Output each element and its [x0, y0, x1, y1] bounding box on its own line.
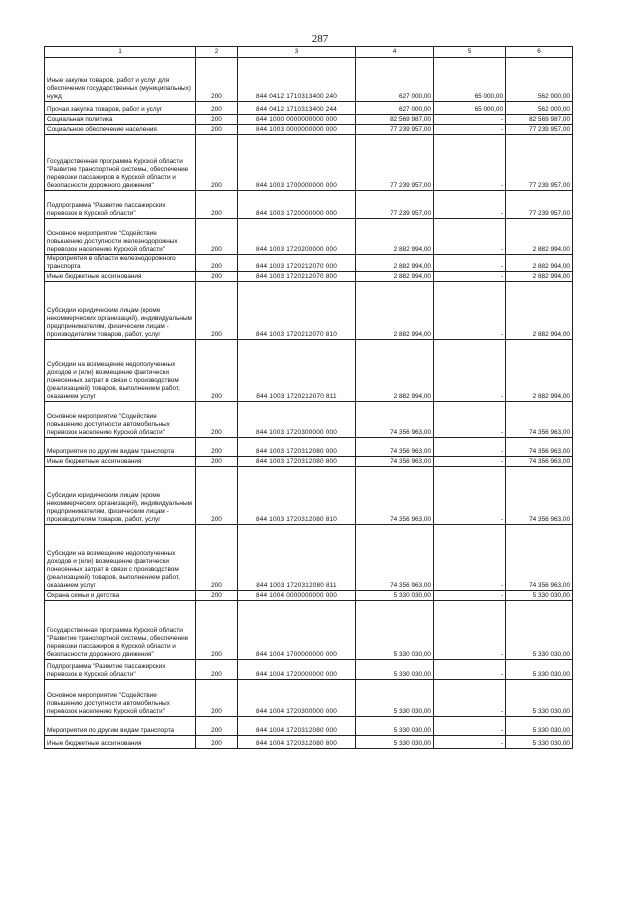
- row-code: 844 1003 1700000000 000: [238, 135, 356, 191]
- row-code: 844 1004 1720300000 000: [238, 680, 356, 717]
- row-name: Мероприятия в области железнодорожного транспорта: [45, 255, 196, 272]
- row-col2: 200: [196, 660, 238, 680]
- row-code: 844 0412 1710313400 244: [238, 102, 356, 115]
- row-col5: -: [434, 591, 506, 601]
- row-col6: 77 239 957,00: [506, 125, 573, 135]
- row-col2: 200: [196, 282, 238, 340]
- row-col2: 200: [196, 467, 238, 525]
- row-code: 844 1003 1720212070 810: [238, 282, 356, 340]
- row-col5: 65 000,00: [434, 102, 506, 115]
- row-col2: 200: [196, 591, 238, 601]
- row-col6: 5 330 030,00: [506, 660, 573, 680]
- table-row: [45, 125, 573, 135]
- row-col6: 74 356 963,00: [506, 525, 573, 591]
- row-col6: 5 330 030,00: [506, 601, 573, 660]
- row-col4: 5 330 030,00: [356, 660, 434, 680]
- table-row: [45, 438, 573, 457]
- table-row: [45, 402, 573, 438]
- row-col2: 200: [196, 457, 238, 467]
- table-row: [45, 219, 573, 255]
- row-col4: 74 356 963,00: [356, 402, 434, 438]
- row-col6: 2 882 994,00: [506, 272, 573, 282]
- table-row: [45, 717, 573, 736]
- row-col5: -: [434, 402, 506, 438]
- row-col2: 200: [196, 717, 238, 736]
- row-col5: -: [434, 467, 506, 525]
- row-name: Охрана семьи и детства: [45, 591, 196, 601]
- row-col5: -: [434, 457, 506, 467]
- row-code: 844 1003 1720300000 000: [238, 402, 356, 438]
- row-col5: -: [434, 736, 506, 749]
- row-code: 844 1003 1720312080 810: [238, 467, 356, 525]
- row-col5: -: [434, 717, 506, 736]
- row-col6: 2 882 994,00: [506, 340, 573, 402]
- row-col5: -: [434, 255, 506, 272]
- row-col6: 82 569 987,00: [506, 115, 573, 125]
- row-col6: 74 356 963,00: [506, 467, 573, 525]
- row-name: Социальная политика: [45, 115, 196, 125]
- column-header: 1: [45, 47, 196, 58]
- row-name: Иные бюджетные ассигнования: [45, 457, 196, 467]
- row-col5: -: [434, 282, 506, 340]
- row-col2: 200: [196, 438, 238, 457]
- row-name: Государственная программа Курской области "Развитие транспортной системы, обеспечение перевозки пассажиров в Курской области и безопасности дорожного движения": [45, 135, 196, 191]
- row-col2: 200: [196, 58, 238, 102]
- row-col6: 2 882 994,00: [506, 282, 573, 340]
- row-col4: 74 356 963,00: [356, 457, 434, 467]
- row-name: Иные закупки товаров, работ и услуг для обеспечения государственных (муниципальных) нужд: [45, 58, 196, 102]
- row-col2: 200: [196, 255, 238, 272]
- row-col4: 77 239 957,00: [356, 125, 434, 135]
- row-col6: 74 356 963,00: [506, 402, 573, 438]
- row-col6: 5 330 030,00: [506, 736, 573, 749]
- table-row: [45, 191, 573, 219]
- row-code: 844 1004 1720312080 000: [238, 717, 356, 736]
- row-col4: 2 882 994,00: [356, 282, 434, 340]
- row-col4: 2 882 994,00: [356, 340, 434, 402]
- row-name: Прочая закупка товаров, работ и услуг: [45, 102, 196, 115]
- row-col4: 5 330 030,00: [356, 591, 434, 601]
- table-row: [45, 680, 573, 717]
- row-col4: 2 882 994,00: [356, 255, 434, 272]
- row-code: 844 1004 1700000000 000: [238, 601, 356, 660]
- table-row: [45, 660, 573, 680]
- table-row: [45, 457, 573, 467]
- table-row: [45, 525, 573, 591]
- row-col5: -: [434, 272, 506, 282]
- row-code: 844 1003 0000000000 000: [238, 125, 356, 135]
- row-name: Подпрограмма "Развитие пассажирских перевозок в Курской области": [45, 191, 196, 219]
- table-row: [45, 591, 573, 601]
- row-col5: -: [434, 525, 506, 591]
- row-col4: 627 000,00: [356, 102, 434, 115]
- row-col4: 74 356 963,00: [356, 467, 434, 525]
- row-col4: 2 882 994,00: [356, 219, 434, 255]
- row-col6: 562 000,00: [506, 58, 573, 102]
- row-col5: -: [434, 680, 506, 717]
- row-name: Иные бюджетные ассигнования: [45, 736, 196, 749]
- row-col6: 74 356 963,00: [506, 457, 573, 467]
- table-row: [45, 272, 573, 282]
- row-name: Субсидии на возмещение недополученных доходов и (или) возмещение фактически понесенных затрат в связи с производством (реализацией) товаров, выполнением работ, оказанием услуг: [45, 340, 196, 402]
- page-number: 287: [311, 33, 329, 45]
- row-code: 844 1003 1720212070 811: [238, 340, 356, 402]
- row-col2: 200: [196, 219, 238, 255]
- row-col2: 200: [196, 102, 238, 115]
- row-code: 844 0412 1710313400 240: [238, 58, 356, 102]
- row-col4: 74 356 963,00: [356, 438, 434, 457]
- row-col4: 627 000,00: [356, 58, 434, 102]
- row-col5: -: [434, 191, 506, 219]
- row-name: Основное мероприятие "Содействие повышению доступности автомобильных перевозок населению Курской области": [45, 680, 196, 717]
- table-row: [45, 601, 573, 660]
- row-col2: 200: [196, 736, 238, 749]
- row-name: Субсидии юридическим лицам (кроме некоммерческих организаций), индивидуальным предпринимателям, физическим лицам - производителям товаров, работ, услуг: [45, 282, 196, 340]
- table-row: [45, 736, 573, 749]
- row-code: 844 1004 1720000000 000: [238, 660, 356, 680]
- row-col5: -: [434, 601, 506, 660]
- row-col5: -: [434, 115, 506, 125]
- row-col2: 200: [196, 680, 238, 717]
- row-name: Социальное обеспечение населения: [45, 125, 196, 135]
- table-row: [45, 115, 573, 125]
- row-col5: -: [434, 219, 506, 255]
- row-col6: 77 239 957,00: [506, 191, 573, 219]
- row-col2: 200: [196, 272, 238, 282]
- column-header: 6: [506, 47, 573, 58]
- row-col2: 200: [196, 601, 238, 660]
- table-row: [45, 255, 573, 272]
- row-code: 844 1003 1720312080 000: [238, 438, 356, 457]
- row-code: 844 1003 1720200000 000: [238, 219, 356, 255]
- row-name: Субсидии юридическим лицам (кроме некоммерческих организаций), индивидуальным предпринимателям, физическим лицам - производителям товаров, работ, услуг: [45, 467, 196, 525]
- table-row: [45, 282, 573, 340]
- row-col4: 5 330 030,00: [356, 680, 434, 717]
- row-col2: 200: [196, 135, 238, 191]
- row-col2: 200: [196, 125, 238, 135]
- row-col4: 77 239 957,00: [356, 191, 434, 219]
- row-name: Иные бюджетные ассигнования: [45, 272, 196, 282]
- row-name: Основное мероприятие "Содействие повышению доступности автомобильных перевозок населению Курской области": [45, 402, 196, 438]
- row-code: 844 1003 1720312080 811: [238, 525, 356, 591]
- row-col6: 74 356 963,00: [506, 438, 573, 457]
- row-col6: 77 239 957,00: [506, 135, 573, 191]
- row-col5: -: [434, 340, 506, 402]
- row-col6: 5 330 030,00: [506, 717, 573, 736]
- row-col4: 5 330 030,00: [356, 717, 434, 736]
- row-col4: 82 569 987,00: [356, 115, 434, 125]
- row-code: 844 1003 1720212070 000: [238, 255, 356, 272]
- row-col6: 562 000,00: [506, 102, 573, 115]
- row-col2: 200: [196, 525, 238, 591]
- row-col2: 200: [196, 402, 238, 438]
- row-code: 844 1004 1720312080 800: [238, 736, 356, 749]
- row-name: Мероприятия по другим видам транспорта: [45, 717, 196, 736]
- row-code: 844 1000 0000000000 000: [238, 115, 356, 125]
- row-col5: 65 000,00: [434, 58, 506, 102]
- header-row: [45, 47, 573, 58]
- row-code: 844 1003 1720000000 000: [238, 191, 356, 219]
- row-col6: 5 330 030,00: [506, 591, 573, 601]
- row-name: Основное мероприятие "Содействие повышению доступности железнодорожных перевозок населению Курской области": [45, 219, 196, 255]
- table-row: [45, 340, 573, 402]
- row-col5: -: [434, 660, 506, 680]
- table-row: [45, 467, 573, 525]
- row-col2: 200: [196, 191, 238, 219]
- row-name: Государственная программа Курской области "Развитие транспортной системы, обеспечение перевозки пассажиров в Курской области и безопасности дорожного движения": [45, 601, 196, 660]
- column-header: 3: [238, 47, 356, 58]
- table-row: [45, 102, 573, 115]
- table-row: [45, 58, 573, 102]
- column-header: 2: [196, 47, 238, 58]
- row-code: 844 1003 1720212070 800: [238, 272, 356, 282]
- row-name: Мероприятия по другим видам транспорта: [45, 438, 196, 457]
- table-row: [45, 135, 573, 191]
- row-col5: -: [434, 135, 506, 191]
- budget-table: [44, 46, 573, 749]
- row-col4: 2 882 994,00: [356, 272, 434, 282]
- column-header: 5: [434, 47, 506, 58]
- row-col2: 200: [196, 115, 238, 125]
- row-col4: 5 330 030,00: [356, 601, 434, 660]
- row-col6: 2 882 994,00: [506, 255, 573, 272]
- row-col4: 5 330 030,00: [356, 736, 434, 749]
- row-col5: -: [434, 438, 506, 457]
- row-code: 844 1003 1720312080 800: [238, 457, 356, 467]
- row-col5: -: [434, 125, 506, 135]
- row-code: 844 1004 0000000000 000: [238, 591, 356, 601]
- row-col4: 77 239 957,00: [356, 135, 434, 191]
- row-col2: 200: [196, 340, 238, 402]
- row-col6: 5 330 030,00: [506, 680, 573, 717]
- column-header: 4: [356, 47, 434, 58]
- row-col6: 2 882 994,00: [506, 219, 573, 255]
- row-name: Подпрограмма "Развитие пассажирских перевозок в Курской области": [45, 660, 196, 680]
- row-col4: 74 356 963,00: [356, 525, 434, 591]
- row-name: Субсидии на возмещение недополученных доходов и (или) возмещение фактически понесенных затрат в связи с производством (реализацией) товаров, выполнением работ, оказанием услуг: [45, 525, 196, 591]
